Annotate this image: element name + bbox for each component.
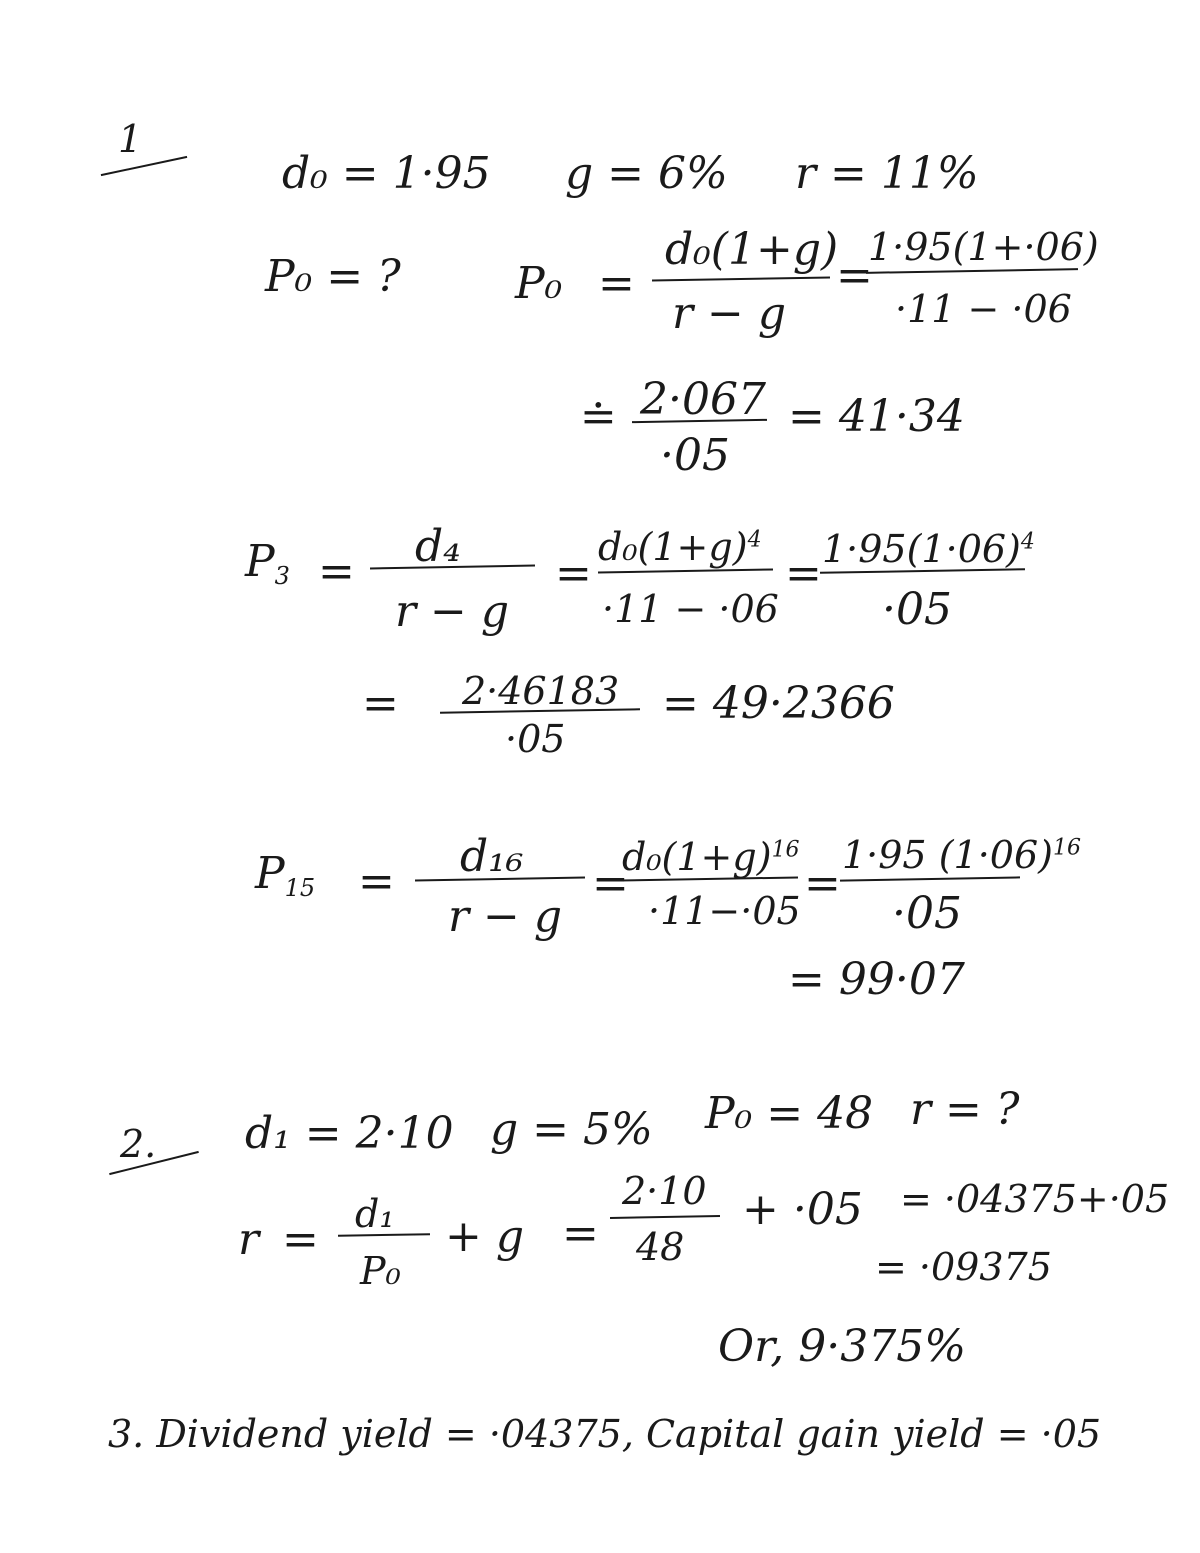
q1-p3-f3-num [822, 527, 1035, 571]
q1-p3-f3-num-exp: 4 [1020, 529, 1035, 555]
q2-r-f1-den: P₀ [360, 1249, 401, 1293]
q1-p0-f1-num: d₀(1+g) [665, 224, 839, 275]
q1-p0-result: = 41·34 [788, 391, 965, 442]
q1-p15-f2-num-exp: 16 [771, 837, 800, 863]
q1-p15-lhs-letter: P [255, 848, 285, 899]
q1-p0-unknown: P₀ = ? [265, 251, 401, 302]
q1-p3-f2-num-base: d₀(1+g) [598, 525, 748, 569]
q1-p3-eq2: = [555, 548, 592, 599]
q2-r-eq2: = [562, 1208, 599, 1259]
q2-r-f2-den: 48 [636, 1225, 685, 1269]
question-1-underline [101, 156, 187, 176]
q1-p3-eq1: = [318, 546, 355, 597]
q1-given-g: g = 6% [565, 148, 728, 199]
q1-p15-f3-den: ·05 [892, 888, 962, 939]
q1-given-d0: d₀ = 1·95 [282, 148, 491, 199]
q1-p15-f2-den: ·11−·05 [648, 889, 801, 933]
q1-p15-f3-num-base: 1·95 (1·06) [842, 833, 1053, 877]
q1-p0-f3-num: 2·067 [640, 374, 766, 425]
q2-given-g: g = 5% [490, 1104, 653, 1155]
q1-p3-f2-num [598, 525, 762, 569]
q2-given-d1: d₁ = 2·10 [245, 1108, 454, 1159]
q2-r-step1: = ·04375+·05 [900, 1177, 1170, 1221]
q1-p0-eq3: ≐ [580, 391, 617, 442]
q1-p15-eq2: = [592, 858, 629, 909]
q1-p15-lhs [255, 848, 316, 902]
q1-p15-result: = 99·07 [788, 954, 965, 1005]
q2-r-step2: = ·09375 [875, 1245, 1052, 1289]
q1-p3-f3-den: ·05 [882, 584, 952, 635]
q1-p0-f2-num: 1·95(1+·06) [868, 225, 1099, 269]
q1-p0-f3-den: ·05 [660, 430, 730, 481]
q3-answer-line: 3. Dividend yield = ·04375, Capital gain yield = ·05 [108, 1412, 1102, 1456]
q1-p3-f2-num-exp: 4 [747, 527, 762, 553]
q1-p15-f3-num-exp: 16 [1052, 835, 1081, 861]
q2-r-lhs: r [238, 1214, 260, 1265]
question-2-number: 2. [120, 1122, 157, 1166]
q1-p0-eq2: = [836, 250, 873, 301]
q1-p3-f3-num-base: 1·95(1·06) [822, 527, 1021, 571]
q1-p3-f1-num: d₄ [415, 521, 461, 572]
q1-p3-f1-den: r − g [395, 586, 510, 637]
q2-given-r: r = ? [910, 1084, 1020, 1135]
q1-p15-eq3: = [804, 858, 841, 909]
q2-r-f1-bar [338, 1233, 430, 1237]
q2-r-f2-num: 2·10 [622, 1169, 707, 1213]
q1-p3-eq3: = [785, 548, 822, 599]
q1-p3-f2-bar [598, 568, 773, 573]
q1-p0-f1-den: r − g [672, 288, 787, 339]
q1-p3-lhs-sub: 3 [274, 562, 290, 590]
q1-p15-f3-num [842, 833, 1081, 877]
q2-given-p0: P₀ = 48 [705, 1088, 874, 1139]
q1-p3-lhs-letter: P [245, 536, 275, 587]
q2-r-or: Or, 9·375% [718, 1321, 967, 1372]
q1-p3-eq4: = [362, 678, 399, 729]
q1-p15-f1-den: r − g [448, 891, 563, 942]
q2-r-plus-05: + ·05 [742, 1184, 863, 1235]
q1-p0-f2-den: ·11 − ·06 [895, 287, 1072, 331]
q2-r-f1-num: d₁ [355, 1192, 395, 1236]
q1-p0-f2-bar [866, 268, 1078, 274]
q2-r-f2-bar [610, 1215, 720, 1219]
q1-p3-lhs [245, 536, 290, 590]
q1-given-r: r = 11% [795, 148, 979, 199]
q1-p0-lhs: P₀ [515, 258, 563, 309]
question-1-number: 1 [118, 117, 143, 161]
q1-p0-f1-bar [652, 276, 830, 281]
q2-r-plus-g: + g [445, 1211, 525, 1262]
q1-p3-result: = 49·2366 [662, 678, 895, 729]
q2-r-eq1: = [282, 1214, 319, 1265]
q1-p15-lhs-sub: 15 [284, 874, 316, 902]
q1-p15-f1-num: d₁₆ [460, 831, 524, 882]
q1-p3-f2-den: ·11 − ·06 [602, 587, 779, 631]
q1-p15-eq1: = [358, 856, 395, 907]
q1-p0-eq1: = [598, 258, 635, 309]
q1-p15-f3-bar [840, 876, 1020, 881]
q1-p15-f2-num [622, 835, 800, 879]
q1-p15-f2-num-base: d₀(1+g) [622, 835, 772, 879]
q1-p3-f4-num: 2·46183 [462, 669, 620, 713]
q1-p3-f4-den: ·05 [505, 717, 566, 761]
